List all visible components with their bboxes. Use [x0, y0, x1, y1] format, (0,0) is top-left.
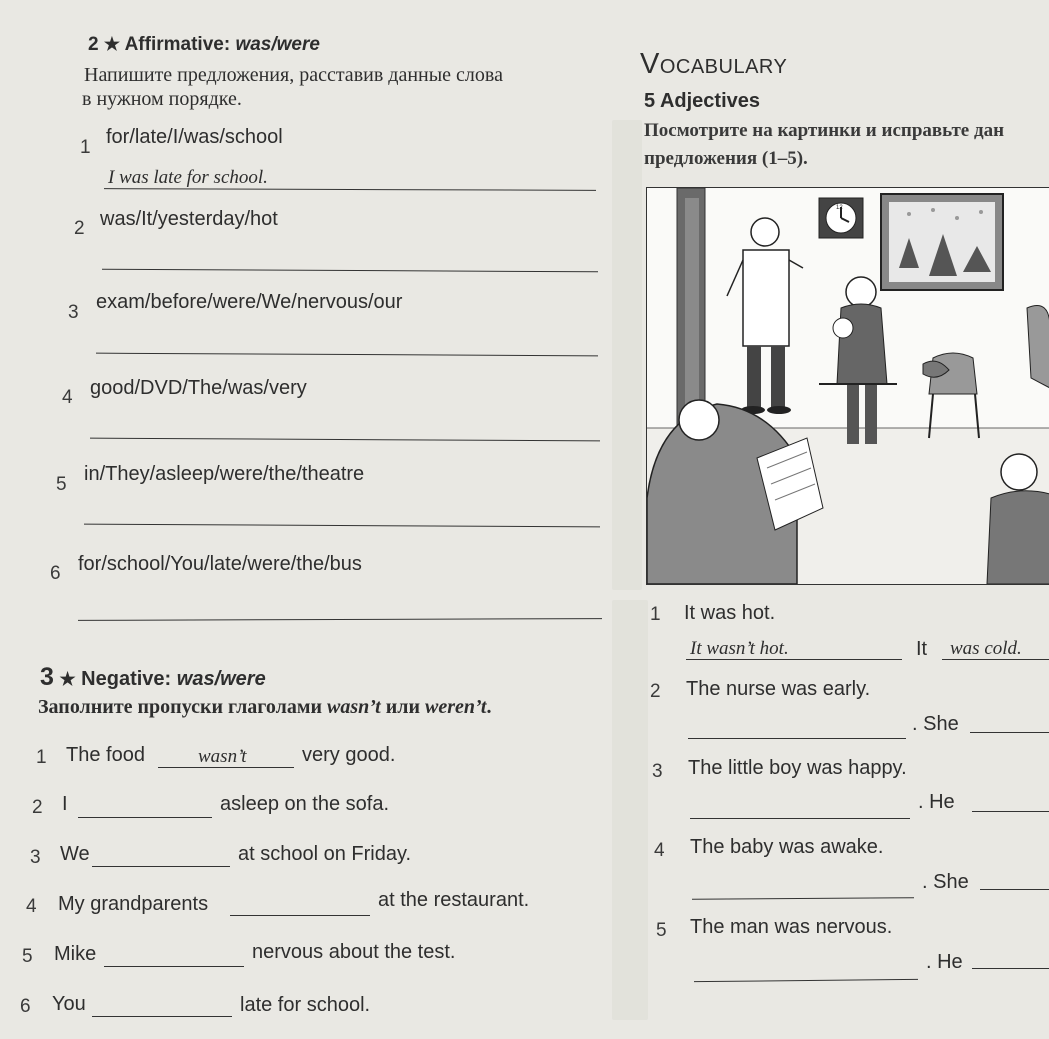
blank-field[interactable]	[78, 817, 212, 818]
item-number: 1	[36, 747, 47, 768]
sentence-end: at school on Friday.	[238, 843, 412, 865]
item-number: 4	[62, 387, 73, 408]
item-number: 1	[650, 604, 661, 625]
answer-line[interactable]	[102, 269, 598, 273]
positive-blank[interactable]	[980, 889, 1049, 890]
illustration-drawing	[647, 188, 1049, 584]
blank-field[interactable]	[230, 915, 370, 916]
item-number: 3	[30, 847, 41, 868]
answer-text: I was late for school.	[108, 167, 268, 188]
given-sentence: The little boy was happy.	[688, 757, 907, 779]
exercise-3-title	[40, 663, 266, 692]
item-words: exam/before/were/We/nervous/our	[96, 291, 403, 313]
waiting-room-illustration	[646, 187, 1049, 585]
section-heading-text: Vocabulary	[640, 48, 788, 80]
positive-blank[interactable]	[942, 659, 1049, 660]
sentence-end: late for school.	[240, 994, 371, 1016]
instruction-emphasis: weren’t	[425, 696, 487, 718]
positive-blank[interactable]	[972, 968, 1049, 969]
answer-line[interactable]	[78, 618, 602, 621]
title-text: Adjectives	[659, 90, 761, 112]
negative-blank[interactable]	[692, 897, 914, 900]
positive-blank[interactable]	[970, 732, 1049, 733]
title-text: Affirmative:	[124, 34, 236, 55]
instruction-text: Заполните пропуски глаголами	[38, 696, 327, 718]
blank-field[interactable]	[92, 866, 230, 867]
item-number: 5	[22, 946, 33, 967]
mother-and-baby-figure	[819, 277, 897, 444]
given-sentence: The nurse was early.	[686, 678, 871, 700]
pronoun: It	[916, 638, 928, 660]
item-words: good/DVD/The/was/very	[90, 377, 307, 399]
answer-line[interactable]	[84, 524, 600, 528]
title-emphasis: was/were	[176, 668, 266, 690]
item-number: 1	[80, 137, 91, 158]
blank-field[interactable]	[158, 767, 294, 768]
sentence-start: Mike	[54, 943, 97, 965]
positive-blank[interactable]	[972, 811, 1049, 812]
sentence-end: asleep on the sofa.	[220, 793, 390, 815]
title-emphasis: was/were	[235, 34, 320, 55]
instruction-text: или	[380, 696, 425, 718]
instruction-line-2: предложения (1–5).	[644, 148, 808, 169]
item-number: 5	[656, 920, 667, 941]
sentence-start: You	[52, 993, 86, 1015]
negative-answer: It wasn’t hot.	[690, 638, 789, 659]
pronoun: . She	[922, 871, 969, 893]
instruction	[38, 696, 491, 719]
exercise-5-title	[644, 90, 760, 113]
item-number: 6	[20, 996, 31, 1017]
sentence-end: very good.	[302, 744, 396, 766]
positive-answer: was cold.	[950, 638, 1022, 659]
negative-blank[interactable]	[690, 818, 910, 819]
instruction-emphasis: wasn’t	[326, 696, 381, 718]
item-number: 6	[50, 563, 61, 584]
item-number: 2	[650, 681, 661, 702]
answer-line[interactable]	[96, 353, 598, 357]
exercise-number: 5	[644, 90, 656, 112]
instruction-line-1: Посмотрите на картинки и исправьте дан	[644, 120, 1005, 141]
blank-field[interactable]	[104, 966, 244, 967]
item-number: 3	[652, 761, 663, 782]
instruction-line-2: в нужном порядке.	[82, 88, 242, 110]
sentence-end: nervous about the test.	[252, 941, 456, 963]
doctor-figure	[727, 218, 803, 414]
exercise-number: 3	[40, 663, 54, 691]
answer-line[interactable]	[90, 438, 600, 442]
sentence-start: We	[60, 843, 90, 865]
fill-answer: wasn’t	[198, 746, 247, 767]
item-number: 5	[56, 474, 67, 495]
negative-blank[interactable]	[688, 738, 906, 739]
item-words: for/late/I/was/school	[106, 126, 283, 148]
exercise-number: 2	[88, 34, 99, 55]
item-number: 2	[32, 797, 43, 818]
item-number: 3	[68, 302, 79, 323]
negative-blank[interactable]	[686, 659, 902, 660]
item-words: was/It/yesterday/hot	[100, 208, 278, 230]
instruction-line-1: Напишите предложения, расставив данные слова	[84, 64, 503, 86]
section-heading	[640, 48, 787, 81]
star-icon: ★	[103, 34, 120, 54]
clock-label: 12	[836, 205, 843, 211]
sentence-end: at the restaurant.	[378, 889, 530, 911]
blank-field[interactable]	[92, 1016, 232, 1017]
pronoun: . He	[926, 951, 963, 973]
item-number: 4	[654, 840, 665, 861]
title-text: Negative:	[81, 668, 177, 690]
star-icon: ★	[59, 669, 76, 689]
item-number: 4	[26, 896, 37, 917]
sentence-start: The food	[66, 744, 145, 766]
item-number: 2	[74, 218, 85, 239]
pronoun: . He	[918, 791, 955, 813]
clock-icon	[819, 198, 863, 238]
sentence-start: I	[62, 793, 68, 815]
exercise-2-title	[88, 34, 320, 56]
pronoun: . She	[912, 713, 959, 735]
instruction-text: .	[486, 696, 492, 718]
negative-blank[interactable]	[694, 979, 918, 982]
given-sentence: The baby was awake.	[690, 836, 884, 858]
answer-line[interactable]	[104, 188, 596, 191]
item-words: in/They/asleep/were/the/theatre	[84, 463, 365, 485]
given-sentence: It was hot.	[684, 602, 776, 624]
sentence-start: My grandparents	[58, 893, 209, 915]
chair-with-bag	[923, 353, 979, 438]
given-sentence: The man was nervous.	[690, 916, 893, 938]
item-words: for/school/You/late/were/the/bus	[78, 553, 362, 575]
